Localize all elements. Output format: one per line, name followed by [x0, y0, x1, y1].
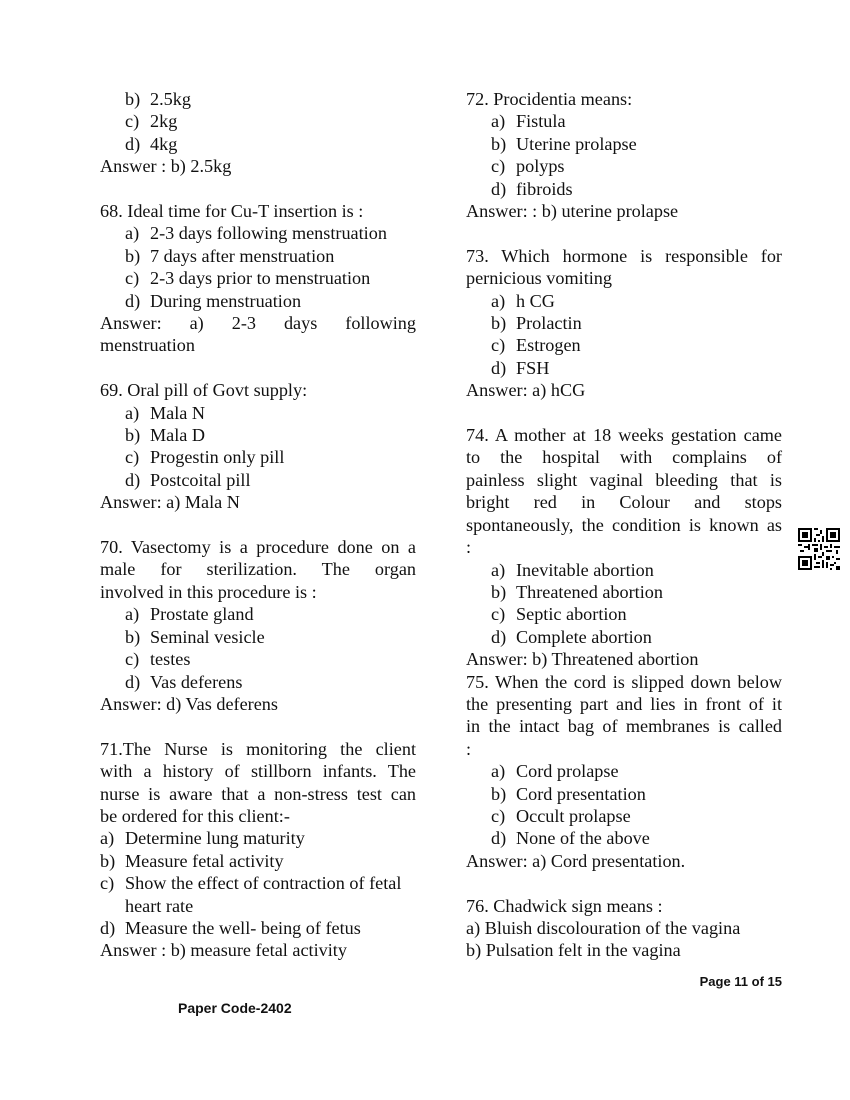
question: the presenting part and lies in front of it	[466, 693, 782, 714]
question: involved in this procedure is :	[100, 581, 317, 602]
option: b) Cord presentation	[491, 783, 646, 804]
answer: Answer : b) measure fetal activity	[100, 940, 347, 961]
answer: Answer: a) hCG	[466, 380, 586, 401]
question: 68. Ideal time for Cu-T insertion is :	[100, 201, 364, 222]
answer: Answer: b) Threatened abortion	[466, 649, 699, 670]
option: c) Septic abortion	[491, 604, 627, 625]
option: d) None of the above	[491, 828, 650, 849]
question: 73. Which hormone is responsible for	[466, 245, 782, 266]
option: a) Determine lung maturity	[100, 828, 305, 849]
option: d) Postcoital pill	[125, 469, 251, 490]
option: d) Complete abortion	[491, 626, 652, 647]
option: c) Progestin only pill	[125, 447, 285, 468]
option: d) fibroids	[491, 178, 573, 199]
option: b) Pulsation felt in the vagina	[466, 940, 681, 961]
question: pernicious vomiting	[466, 268, 612, 289]
option: c) Show the effect of contraction of fetal	[100, 873, 402, 894]
page-number: Page 11 of 15	[699, 974, 782, 989]
option: b) Uterine prolapse	[491, 133, 637, 154]
question: 74. A mother at 18 weeks gestation came	[466, 425, 782, 446]
question: male for sterilization. The organ	[100, 559, 416, 580]
option: a) Bluish discolouration of the vagina	[466, 917, 741, 938]
option: d) FSH	[491, 357, 550, 378]
option: d) Measure the well- being of fetus	[100, 917, 361, 938]
option: a) Fistula	[491, 111, 566, 132]
question: 69. Oral pill of Govt supply:	[100, 380, 308, 401]
question: 75. When the cord is slipped down below	[466, 671, 782, 692]
option: b) Measure fetal activity	[100, 850, 284, 871]
option: b) Seminal vesicle	[125, 626, 265, 647]
option: a) Inevitable abortion	[491, 559, 654, 580]
option: b) Prolactin	[491, 313, 582, 334]
question: nurse is aware that a non-stress test can	[100, 783, 416, 804]
question: with a history of stillborn infants. The	[100, 761, 416, 782]
option-continuation: heart rate	[125, 895, 194, 916]
option: c) polyps	[491, 156, 565, 177]
left-column	[100, 88, 416, 962]
option: c) testes	[125, 649, 191, 670]
option: d) During menstruation	[125, 290, 302, 311]
option: c) 2-3 days prior to menstruation	[125, 268, 371, 289]
option: c) Occult prolapse	[491, 805, 631, 826]
qr-code-icon	[798, 528, 840, 570]
question: in the intact bag of membranes is called	[466, 716, 782, 737]
option: a) Prostate gland	[125, 604, 254, 625]
question: :	[466, 537, 472, 558]
question: :	[466, 738, 472, 759]
option: a) h CG	[491, 290, 555, 311]
option: d) Vas deferens	[125, 671, 243, 692]
answer: Answer : b) 2.5kg	[100, 156, 232, 177]
option: b) 2.5kg	[125, 89, 191, 109]
option: a) 2-3 days following menstruation	[125, 223, 387, 244]
paper-code: Paper Code-2402	[178, 1000, 292, 1016]
option: b) Threatened abortion	[491, 581, 663, 602]
question: 72. Procidentia means:	[466, 89, 633, 109]
question: to the hospital with complains of	[466, 447, 782, 468]
question: 70. Vasectomy is a procedure done on a	[100, 537, 416, 558]
option: a) Mala N	[125, 402, 206, 423]
answer: Answer: : b) uterine prolapse	[466, 201, 679, 222]
option: c) 2kg	[125, 111, 178, 132]
answer: Answer: a) Mala N	[100, 492, 240, 513]
answer: Answer: d) Vas deferens	[100, 693, 278, 714]
answer: Answer: a) Cord presentation.	[466, 850, 686, 871]
answer: Answer: a) 2-3 days following	[100, 313, 416, 334]
question: painless slight vaginal bleeding that is	[466, 469, 782, 490]
option: a) Cord prolapse	[491, 761, 619, 782]
question: 71.The Nurse is monitoring the client	[100, 738, 416, 759]
question: be ordered for this client:-	[100, 805, 290, 826]
option: b) Mala D	[125, 425, 206, 446]
question: bright red in Colour and stops	[466, 492, 782, 513]
option: d) 4kg	[125, 133, 178, 154]
question: spontaneously, the condition is known as	[466, 514, 782, 535]
question: 76. Chadwick sign means :	[466, 895, 663, 916]
answer: menstruation	[100, 335, 195, 356]
option: c) Estrogen	[491, 335, 581, 356]
option: b) 7 days after menstruation	[125, 245, 335, 266]
right-column	[466, 88, 782, 962]
